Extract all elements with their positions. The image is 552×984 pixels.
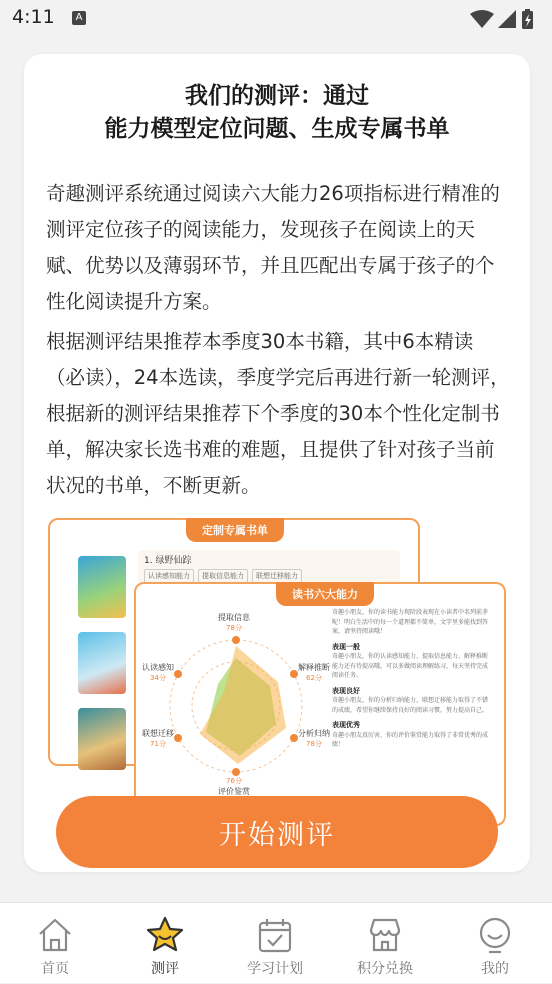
report-heading: 表现良好 bbox=[332, 686, 360, 695]
report-heading: 表现一般 bbox=[332, 642, 360, 651]
radar-node bbox=[232, 768, 240, 776]
radar-label-infer: 解释推断 62分 bbox=[298, 663, 330, 682]
ability-radar-chart bbox=[142, 606, 348, 816]
radar-label-associate: 联想迁移 71分 bbox=[142, 729, 174, 748]
star-icon bbox=[145, 915, 185, 955]
home-icon bbox=[35, 915, 75, 955]
book-cover-image bbox=[78, 632, 126, 694]
ability-chip: 提取信息能力 bbox=[198, 569, 248, 583]
tab-label: 首页 bbox=[41, 961, 69, 977]
radar-node bbox=[174, 734, 182, 742]
signal-icon bbox=[498, 10, 516, 28]
tab-home[interactable] bbox=[0, 903, 110, 984]
report-text bbox=[332, 608, 488, 750]
abilities-tag: 读书六大能力 bbox=[276, 582, 374, 606]
radar-label-extract: 提取信息 78分 bbox=[218, 613, 250, 632]
battery-charging-icon bbox=[522, 9, 533, 29]
abilities-report-image bbox=[134, 582, 506, 826]
book-cover-image bbox=[78, 556, 126, 618]
radar-node bbox=[232, 636, 240, 644]
tab-points-exchange[interactable] bbox=[330, 903, 440, 984]
book-cover-image bbox=[78, 708, 126, 770]
notification-badge-icon: A bbox=[72, 11, 86, 25]
book-title: 1. 绿野仙踪 bbox=[144, 556, 192, 566]
description-paragraph-1: 奇趣测评系统通过阅读六大能力26项指标进行精准的测评定位孩子的阅读能力，发现孩子在阅读上的天赋、优势以及薄弱环节，并且匹配出专属于孩子的个性化阅读提升方案。 bbox=[46, 182, 500, 313]
tab-assessment[interactable] bbox=[110, 903, 220, 984]
card-title bbox=[24, 80, 530, 146]
radar-node bbox=[290, 734, 298, 742]
report-intro: 奇趣小朋友，你的读书能力现阶段表现在小读者中名列前茅呢！明白生活中的每一个道理都不简单，文字里多能找到答案，请坚持阅读哦！ bbox=[332, 609, 489, 635]
bottom-tab-bar bbox=[0, 902, 552, 983]
status-icons bbox=[468, 8, 538, 30]
wifi-icon bbox=[470, 10, 494, 28]
tab-label: 学习计划 bbox=[247, 961, 303, 977]
card-title-line2: 能力模型定位问题、生成专属书单 bbox=[104, 116, 450, 142]
ability-chip: 联想迁移能力 bbox=[252, 569, 302, 583]
report-heading: 表现优秀 bbox=[332, 721, 360, 729]
tab-mine[interactable] bbox=[440, 903, 550, 984]
ability-chip: 认读感知能力 bbox=[144, 569, 194, 583]
description-paragraph-2: 根据测评结果推荐本季度30本书籍，其中6本精读（必读），24本选读，季度学完后再进行新一轮测评，根据新的测评结果推荐下个季度的30本个性化定制书单，解决家长选书难的难题，且提供了针对孩子当前状况的书单，不断更新。 bbox=[46, 330, 510, 497]
book-info bbox=[138, 550, 400, 584]
radar-label-appreciate: 76分 评价鉴赏 bbox=[218, 777, 250, 796]
status-bar bbox=[0, 0, 552, 38]
intro-card bbox=[24, 54, 530, 872]
tab-label: 我的 bbox=[481, 961, 509, 977]
tab-label: 积分兑换 bbox=[357, 961, 413, 977]
store-icon bbox=[365, 915, 405, 955]
status-time: 4:11 bbox=[12, 6, 55, 28]
report-body: 奇趣小朋友，你的认读感知能力、提取信息能力、解释推断能力还有待提高哦，可以多做阅读理解练习，每天坚持完成阅读任务。 bbox=[332, 653, 489, 679]
report-body: 奇趣小朋友，你的分析归纳能力、联想迁移能力取得了不错的成绩，希望你继续保持良好的阅读习惯，努力提高自己。 bbox=[332, 697, 489, 714]
tab-study-plan[interactable] bbox=[220, 903, 330, 984]
tab-label: 测评 bbox=[151, 961, 179, 977]
start-assessment-button[interactable]: 开始测评 bbox=[56, 796, 498, 868]
report-body: 奇趣小朋友真厉害，你的评价鉴赏能力取得了非常优秀的成绩！ bbox=[332, 731, 489, 748]
radar-node bbox=[174, 670, 182, 678]
calendar-check-icon bbox=[255, 915, 295, 955]
card-title-line1: 我们的测评：通过 bbox=[185, 83, 369, 109]
smile-icon bbox=[475, 915, 515, 955]
radar-node bbox=[290, 670, 298, 678]
radar-label-perceive: 认读感知 34分 bbox=[142, 663, 174, 682]
radar-label-analyze: 分析归纳 78分 bbox=[298, 729, 330, 748]
booklist-tag: 定制专属书单 bbox=[186, 518, 284, 542]
